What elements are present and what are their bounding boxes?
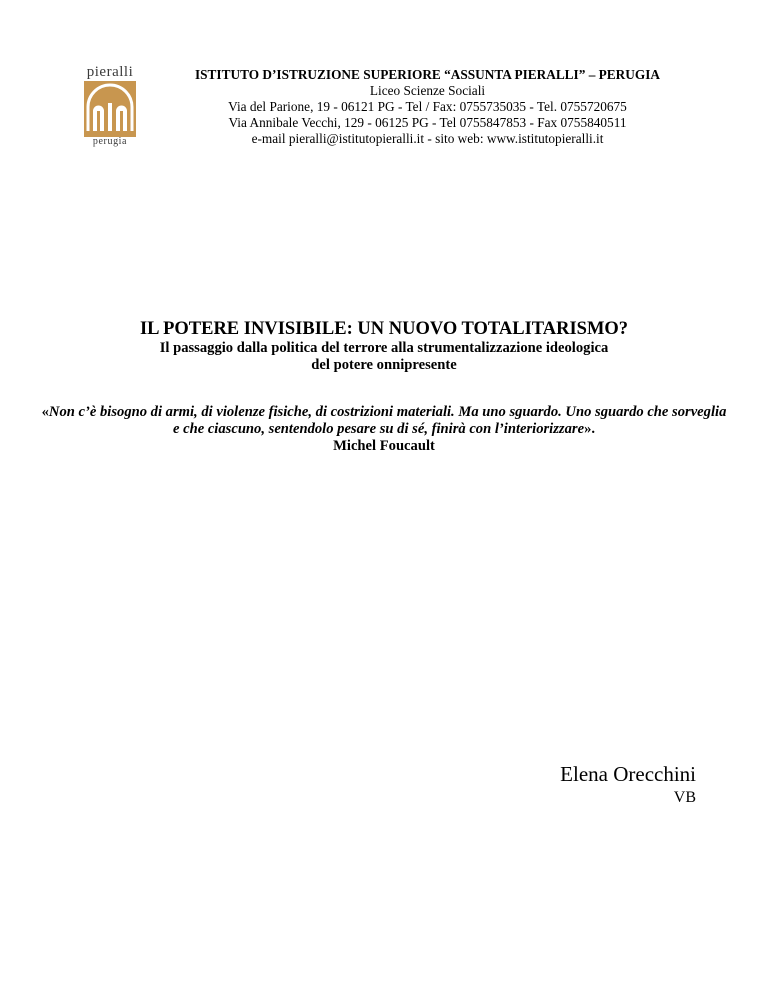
institute-name: ISTITUTO D’ISTRUZIONE SUPERIORE “ASSUNTA PIERALLI” – PERUGIA [194,67,660,82]
quote-close-mark: ». [584,421,596,437]
temple-arches-logo-icon [84,81,136,137]
quote-open-mark: « [41,404,49,420]
document-header [160,67,695,147]
logo-top-text: pieralli [86,64,134,80]
quote-body: Non c’è bisogno di armi, di violenze fisiche, di costrizioni materiali. Ma uno sguardo. Uno sguardo che sorveglia e che ciascuno, sentendolo pesare su di sé, finirà con l’interiorizzare [48,404,727,437]
school-name: Liceo Scienze Sociali [369,83,486,98]
school-logo [78,64,142,150]
student-name: Elena Orecchini [560,762,696,786]
contact-line: e-mail pieralli@istitutopieralli.it - sito web: www.istitutopieralli.it [251,131,604,146]
logo-bottom-text: perugia [92,136,128,147]
epigraph [40,404,728,455]
quote-author: Michel Foucault [333,438,435,454]
title-block [40,318,728,374]
address-line-2: Via Annibale Vecchi, 129 - 06125 PG - Tel 0755847853 - Fax 0755840511 [228,115,627,130]
quote-text [40,404,728,438]
document-title: IL POTERE INVISIBILE: UN NUOVO TOTALITARISMO? [139,319,629,339]
document-subtitle: Il passaggio dalla politica del terrore alla strumentalizzazione ideologica del potere onnipresente [159,340,609,373]
student-class: VB [673,789,696,806]
address-line-1: Via del Parione, 19 - 06121 PG - Tel / Fax: 0755735035 - Tel. 0755720675 [228,99,627,114]
